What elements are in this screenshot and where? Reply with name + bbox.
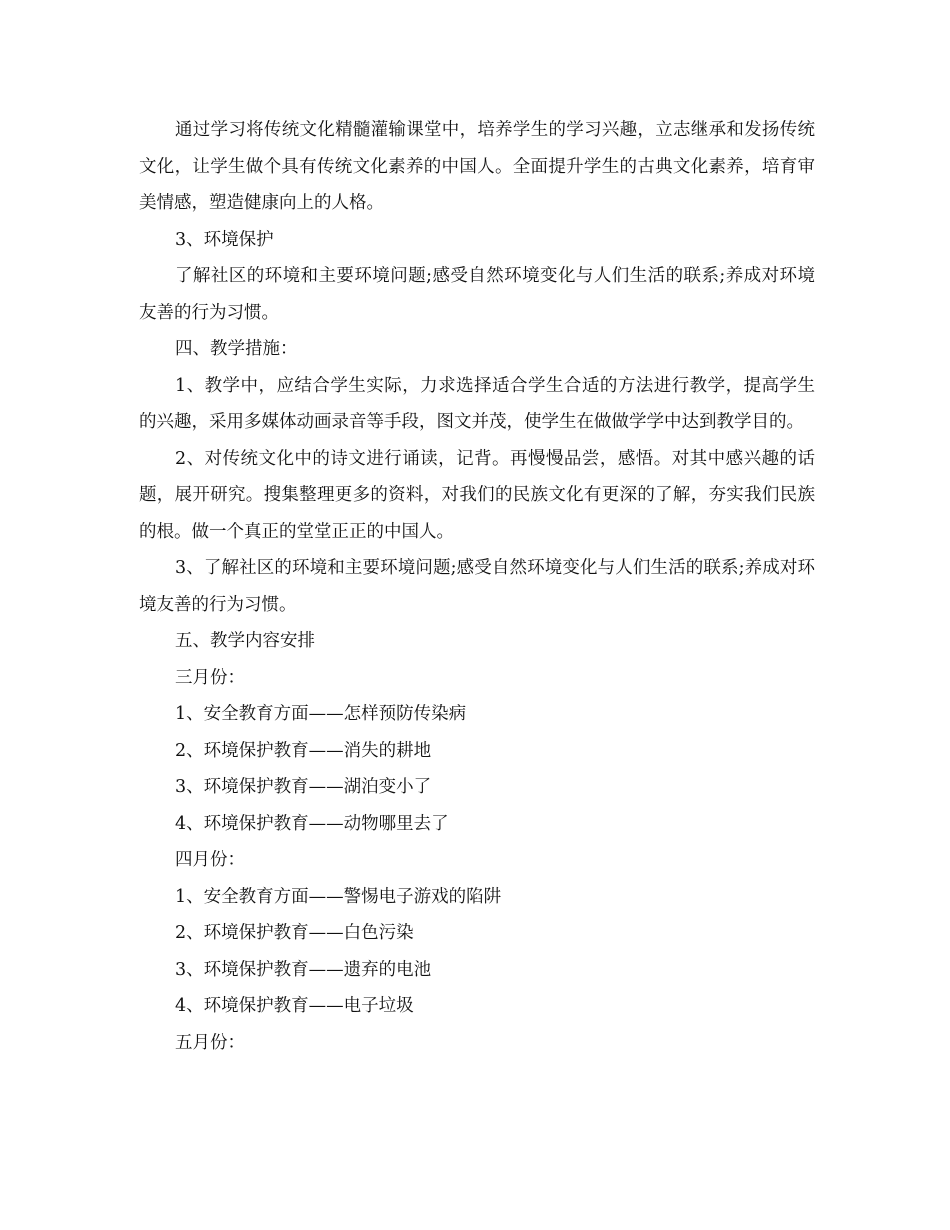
list-item-march-4: 4、环境保护教育——动物哪里去了 — [175, 813, 449, 834]
list-item-march-1: 1、安全教育方面——怎样预防传染病 — [175, 704, 467, 724]
document-body — [139, 112, 815, 1061]
list-item-april-1: 1、安全教育方面——警惕电子游戏的陷阱 — [175, 886, 502, 907]
list-item-april-2: 2、环境保护教育——白色污染 — [175, 923, 414, 943]
paragraph-measure-2: 2、对传统文化中的诗文进行诵读，记背。再慢慢品尝，感悟。对其中感兴趣的话题，展开研究。搜集整理更多的资料，对我们的民族文化有更深的了解，夯实我们民族的根。做一个真正的堂堂正正的中国人。 — [139, 448, 815, 542]
heading-teaching-measures: 四、教学措施： — [175, 339, 298, 359]
paragraph-traditional-culture-goal: 通过学习将传统文化精髓灌输课堂中，培养学生的学习兴趣，立志继承和发扬传统文化，让学生做个具有传统文化素养的中国人。全面提升学生的古典文化素养，培育审美情感，塑造健康向上的人格。 — [139, 120, 815, 213]
list-item-april-4: 4、环境保护教育——电子垃圾 — [175, 996, 414, 1016]
paragraph-environment-goal: 了解社区的环境和主要环境问题;感受自然环境变化与人们生活的联系;养成对环境友善的行为习惯。 — [139, 266, 815, 323]
heading-content-schedule: 五、教学内容安排 — [175, 631, 315, 651]
heading-april: 四月份： — [175, 850, 245, 870]
list-item-march-3: 3、环境保护教育——湖泊变小了 — [175, 777, 432, 797]
heading-march: 三月份： — [175, 667, 245, 688]
heading-environment-protection: 3、环境保护 — [175, 229, 274, 250]
heading-may: 五月份： — [175, 1032, 245, 1053]
paragraph-measure-3: 3、了解社区的环境和主要环境问题;感受自然环境变化与人们生活的联系;养成对环境友善的行为习惯。 — [139, 558, 815, 615]
list-item-march-2: 2、环境保护教育——消失的耕地 — [175, 740, 432, 761]
list-item-april-3: 3、环境保护教育——遗弃的电池 — [175, 959, 432, 980]
paragraph-measure-1: 1、教学中，应结合学生实际，力求选择适合学生合适的方法进行教学，提高学生的兴趣，采用多媒体动画录音等手段，图文并茂，使学生在做做学学中达到教学目的。 — [139, 375, 815, 432]
